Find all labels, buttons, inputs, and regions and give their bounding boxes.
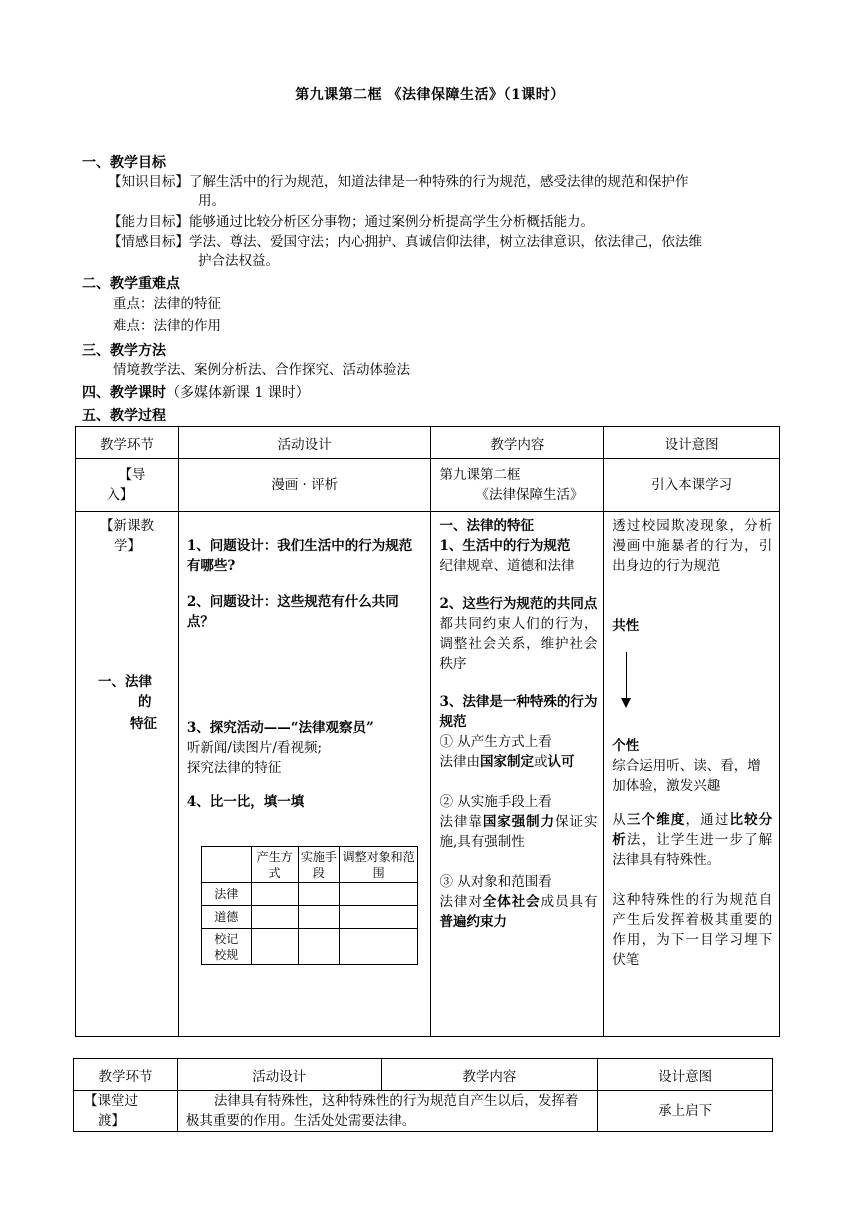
- content-point-3: 3、法律是一种特殊的行为规范: [439, 694, 598, 730]
- compare-grid: [201, 846, 418, 965]
- header-activity: 活动设计: [178, 427, 431, 459]
- text-emphasis: 认可: [547, 754, 575, 770]
- compare-grid-col-origin: 产生方式: [251, 847, 298, 883]
- section-objectives-heading: 一、教学目标: [82, 155, 166, 171]
- intro-stage-line1: 【导: [118, 467, 146, 483]
- intro-activity: 漫画 · 评析: [178, 459, 431, 512]
- header-content: 教学内容: [431, 427, 604, 459]
- newlesson-stage-line1: 【新课教: [100, 518, 154, 534]
- table2-header-stage: 教学环节: [74, 1059, 178, 1091]
- section-hours: [82, 382, 310, 402]
- content-point-2-text: 都共同约束人们的行为，调整社会关系，维护社会秩序: [439, 616, 598, 672]
- knowledge-text-cont: 用。: [198, 193, 225, 209]
- activity-question-1: 1、问题设计：我们生活中的行为规范有哪些?: [186, 538, 413, 574]
- activity-explore: 3、探究活动——“法律观察员”: [186, 720, 374, 736]
- content-heading: 一、法律的特征: [439, 518, 534, 534]
- text-emphasis: 国家制定: [479, 754, 534, 770]
- header-intent: 设计意图: [604, 427, 780, 459]
- table2-header-activity: 活动设计: [177, 1059, 381, 1091]
- emotion-text: 学法、尊法、爱国守法；内心拥护、真诚信仰法律，树立法律意识，依法律己，依法维: [189, 234, 702, 250]
- newlesson-stage-line5: 特征: [130, 716, 157, 732]
- table2-header-intent: 设计意图: [598, 1059, 773, 1091]
- compare-grid-wrap: [201, 846, 418, 965]
- compare-grid-cell[interactable]: [251, 929, 298, 965]
- text-emphasis: 全体社会: [482, 894, 541, 910]
- text-span: 法律对: [439, 894, 483, 910]
- activity-explore-goal: 探究法律的特征: [186, 760, 282, 776]
- content-point-2: 2、这些行为规范的共同点: [439, 596, 598, 612]
- table-row-newlesson: [76, 512, 780, 1037]
- newlesson-content: [431, 512, 604, 1037]
- text-emphasis: 三个维度: [626, 812, 686, 828]
- page-title: 第九课第二框 《法律保障生活》（1课时）: [295, 87, 565, 103]
- intro-stage-line2: 入】: [106, 487, 134, 503]
- intent-experience: 综合运用听、读、看，增加体验，激发兴趣: [612, 758, 761, 794]
- text-emphasis: 国家强制力: [482, 814, 556, 830]
- intro-content-line2: 《法律保障生活》: [475, 487, 584, 503]
- compare-grid-row-label: 校记校规: [201, 929, 251, 965]
- activity-explore-detail: 听新闻/读图片/看视频;: [186, 740, 323, 756]
- content-means-text: [439, 812, 597, 852]
- content-point-1: 1、生活中的行为规范: [439, 538, 571, 554]
- table-header-row: [76, 427, 780, 459]
- emotion-objective: [108, 232, 702, 253]
- table2-row-transition: [74, 1091, 773, 1132]
- content-block: [439, 516, 597, 932]
- compare-grid-cell[interactable]: [340, 906, 418, 929]
- intent-compare: [612, 810, 772, 870]
- emotion-label: 【情感目标】: [108, 234, 189, 250]
- transition-intent: 承上启下: [598, 1091, 773, 1132]
- text-span: 保证实施,具有强制性: [439, 814, 598, 850]
- intro-content: [431, 459, 604, 512]
- text-span: 或: [533, 754, 548, 770]
- intro-stage: [76, 459, 179, 512]
- ability-text: 能够通过比较分析区分事物；通过案例分析提高学生分析概括能力。: [189, 214, 594, 230]
- text-span: 法律靠: [439, 814, 483, 830]
- compare-grid-row-label: 道德: [201, 906, 251, 929]
- content-scope-text: [439, 892, 597, 932]
- text-span: ，通过: [685, 812, 730, 828]
- difficult-point: 难点：法律的作用: [113, 318, 221, 334]
- section-process-heading: 五、教学过程: [82, 408, 166, 424]
- knowledge-text: 了解生活中的行为规范，知道法律是一种特殊的行为规范，感受法律的规范和保护作: [189, 174, 689, 190]
- newlesson-stage-line2: 学】: [114, 538, 141, 554]
- content-means-heading: ② 从实施手段上看: [439, 794, 552, 810]
- compare-grid-header: [201, 847, 417, 883]
- transition-text: 法律具有特殊性，这种特殊性的行为规范自产生以后，发挥着极其重要的作用。生活处处需要法律。: [177, 1091, 597, 1132]
- section-hours-heading: 四、教学课时: [82, 385, 166, 401]
- newlesson-stage-line3: 一、法律: [98, 674, 152, 690]
- intent-foreshadow: 这种特殊性的行为规范自产生后发挥着极其重要的作用，为下一目学习埋下伏笔: [612, 892, 773, 968]
- compare-grid-col-scope: 调整对象和范围: [340, 847, 418, 883]
- knowledge-label: 【知识目标】: [108, 174, 189, 190]
- content-origin-heading: ① 从产生方式上看: [439, 734, 552, 750]
- compare-grid-row: [201, 883, 417, 906]
- table-row-intro: [76, 459, 780, 512]
- section-hours-note: （多媒体新课 1 课时）: [166, 385, 310, 401]
- transition-stage-line1: 【课堂过: [84, 1093, 138, 1109]
- compare-grid-cell[interactable]: [298, 883, 340, 906]
- newlesson-stage: [76, 512, 179, 1037]
- text-emphasis: 普遍约束力: [439, 914, 507, 930]
- compare-grid-cell[interactable]: [298, 906, 340, 929]
- compare-grid-row: [201, 929, 417, 965]
- intro-intent: 引入本课学习: [604, 459, 780, 512]
- compare-grid-col-means: 实施手段: [298, 847, 340, 883]
- activity-compare: 4、比一比，填一填: [186, 794, 305, 810]
- compare-grid-row: [201, 906, 417, 929]
- methods-text: 情境教学法、案例分析法、合作探究、活动体验法: [113, 362, 410, 378]
- text-span: 从: [612, 812, 627, 828]
- ability-objective: [108, 212, 594, 233]
- down-arrow-icon: [626, 652, 627, 702]
- header-stage: 教学环节: [76, 427, 179, 459]
- intent-common: 共性: [612, 618, 640, 634]
- compare-grid-corner: [201, 847, 251, 883]
- process-table: [75, 426, 780, 1037]
- newlesson-stage-line4: 的: [138, 694, 152, 710]
- table2-header-content: 教学内容: [381, 1059, 598, 1091]
- knowledge-objective: [108, 172, 689, 193]
- transition-stage: [74, 1091, 178, 1132]
- compare-grid-cell[interactable]: [340, 883, 418, 906]
- compare-grid-cell[interactable]: [298, 929, 340, 965]
- transition-stage-line2: 渡】: [98, 1113, 125, 1129]
- content-scope-heading: ③ 从对象和范围看: [439, 874, 552, 890]
- emotion-text-cont: 护合法权益。: [198, 253, 279, 269]
- compare-grid-cell[interactable]: [251, 906, 298, 929]
- text-span: 成员具有: [540, 894, 598, 910]
- transition-table: [73, 1058, 773, 1132]
- compare-grid-cell[interactable]: [251, 883, 298, 906]
- intent-intro: 透过校园欺凌现象，分析漫画中施暴者的行为，引出身边的行为规范: [612, 518, 773, 574]
- content-origin-text: [439, 752, 597, 772]
- text-span: 法律由: [439, 754, 480, 770]
- section-methods-heading: 三、教学方法: [82, 343, 166, 359]
- newlesson-activity: [178, 512, 431, 1037]
- key-point: 重点：法律的特征: [113, 296, 221, 312]
- table2-header-row: [74, 1059, 773, 1091]
- activity-question-2: 2、问题设计：这些规范有什么共同点？: [186, 594, 399, 630]
- intent-unique: 个性: [612, 738, 640, 754]
- text-span: 法，让学生进一步了解法律具有特殊性。: [612, 832, 773, 868]
- compare-grid-row-label: 法律: [201, 883, 251, 906]
- intro-content-line1: 第九课第二框: [439, 467, 521, 483]
- compare-grid-cell[interactable]: [340, 929, 418, 965]
- newlesson-intent: [604, 512, 780, 1037]
- ability-label: 【能力目标】: [108, 214, 189, 230]
- arrow-head-icon: [621, 698, 631, 708]
- content-point-1-text: 纪律规章、道德和法律: [439, 558, 575, 574]
- text-emphasis: 比较分析: [612, 812, 773, 848]
- section-keypoints-heading: 二、教学重难点: [82, 276, 180, 292]
